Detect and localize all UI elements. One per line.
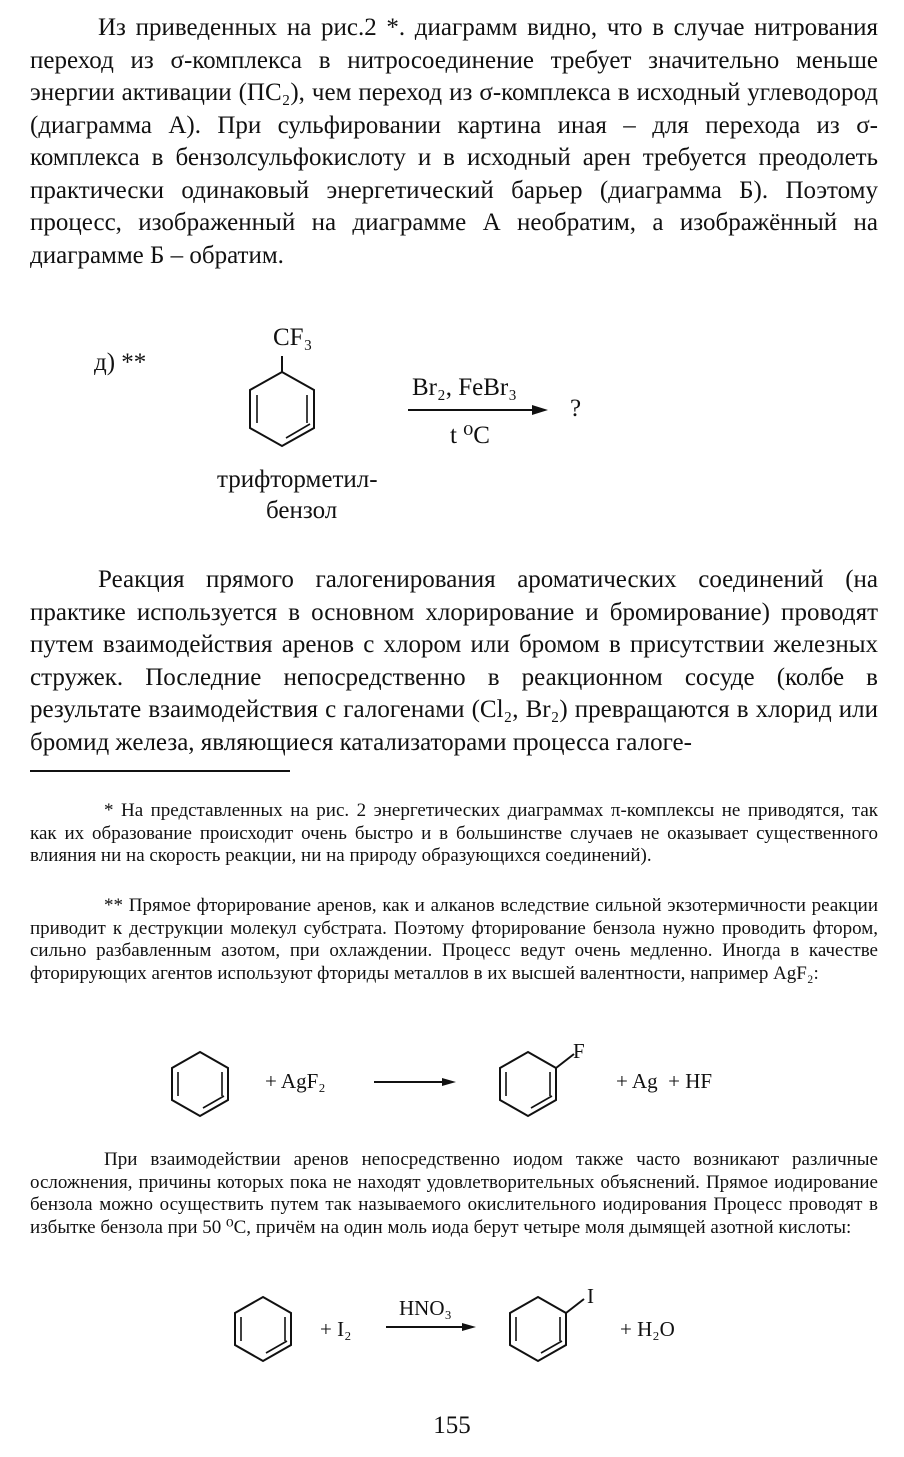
reagents-br2-febr3: Br₂, FeBr₃ <box>412 374 517 401</box>
unknown-product: ? <box>570 395 582 422</box>
iodine-reagent: + I₂ <box>320 1317 352 1341</box>
water-product: + H₂O <box>620 1317 675 1341</box>
iodine-substituent: I <box>587 1284 594 1308</box>
fluorine-substituent: F <box>573 1039 585 1063</box>
paragraph-diagrams: Из приведенных на рис.2 *. диаграмм видно, что в случае нитрования переход из σ-комплекса в нитросоединение требует значительно меньше энергии активации (ПС₂), чем переход из σ-комплекса в исходный углеводород (диаграмма А). При сульфировании картина иная – для перехода из σ-комплекса в бензолсульфокислоту и в исходный арен требуется преодолеть практически одинаковый энергетический барьер (диаграмма Б). Поэтому процесс, изображенный на диаграмме А необратим, а изображённый на диаграмме Б – обратим. <box>30 14 878 269</box>
compound-name-line1: трифторметил- <box>217 466 378 493</box>
paragraph-halogenation: Реакция прямого галогенирования ароматических соединений (на практике используется в основном хлорирование и бромирование) проводят путем взаимодействия аренов с хлором или бромом в присутствии железных стружек. Последние непосредственно в реакционном сосуде (колбе в результате взаимодействия с галогенами (Cl₂, Br₂) превращаются в хлорид или бромид железа, являющиеся катализаторами процесса галоге- <box>30 566 878 756</box>
reaction-label-d: д) ** <box>94 349 147 376</box>
footnote-1: * На представленных на рис. 2 энергетических диаграммах π-комплексы не приводятся, так как их образование происходит очень быстро и в большинстве случаев не оказывает существенного влияния ни на скорость реакции, ни на природу образующихся соединений). <box>30 800 878 866</box>
page-number: 155 <box>433 1412 471 1439</box>
compound-name-line2: бензол <box>266 497 338 524</box>
agf2-reagent: + AgF₂ <box>265 1069 326 1093</box>
hno3-label: HNO₃ <box>399 1296 452 1320</box>
footnote-2: ** Прямое фторирование аренов, как и алканов вследствие сильной экзотермичности реакции приводит к деструкции молекул субстрата. Поэтому фторирование бензола нужно проводить фтором, сильно разбавленным азотом, при охлаждении. Процесс ведут очень медленно. Иногда в качестве фторирующих агентов используют фториды металлов в их высшей валентности, например AgF₂: <box>30 895 878 984</box>
paragraph-iodination: При взаимодействии аренов непосредственно иодом также часто возникают различные осложнения, причины которых пока не находят удовлетворительных объяснений. Прямое иодирование бензола можно осуществить путем так называемого окислительного иодирования Процесс проводят в избытке бензола при 50 ⁰С, причём на один моль иода берут четыре моля дымящей азотной кислоты: <box>30 1149 878 1238</box>
reaction-conditions: t ⁰C <box>450 422 490 449</box>
fluorination-products: + Ag + HF <box>616 1069 713 1093</box>
cf3-substituent: CF₃ <box>273 324 313 351</box>
